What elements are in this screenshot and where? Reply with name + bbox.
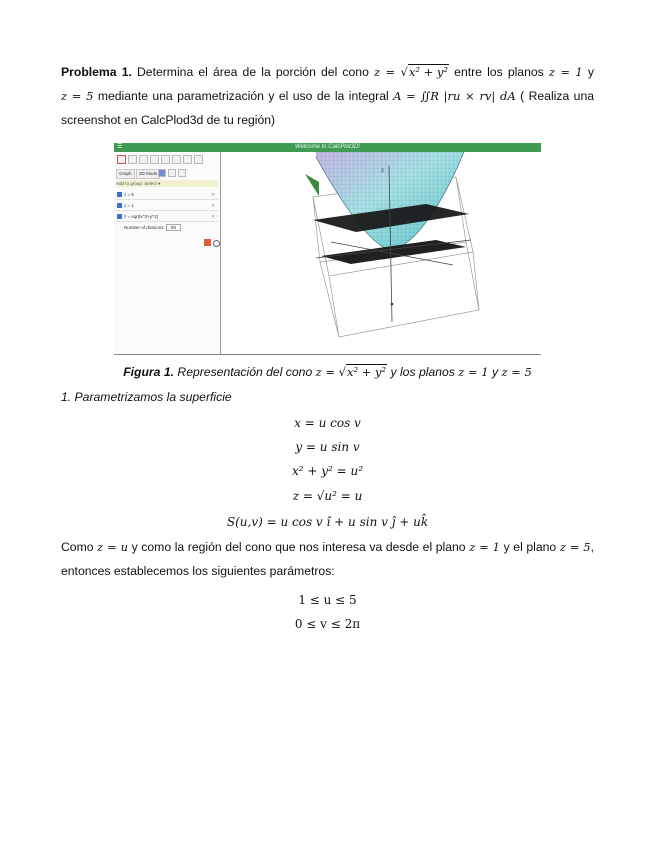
divider bbox=[114, 354, 541, 355]
object-row[interactable]: z = 5 ✕ bbox=[116, 190, 218, 200]
problem-title: Problema 1. bbox=[61, 65, 132, 79]
zoom-in-icon[interactable] bbox=[139, 155, 148, 164]
parameter-range-u: 1 ≤ u ≤ 5 bbox=[298, 593, 357, 607]
settings-icon[interactable] bbox=[183, 155, 192, 164]
zoom-out-icon[interactable] bbox=[150, 155, 159, 164]
grid-icon[interactable] bbox=[168, 169, 176, 177]
settings-gear-icon[interactable] bbox=[213, 240, 220, 247]
axis-tick bbox=[391, 303, 394, 306]
figure-label: Figura 1. bbox=[123, 365, 174, 379]
rotate-icon[interactable] bbox=[128, 155, 137, 164]
cone-surface bbox=[316, 152, 466, 250]
checkbox[interactable] bbox=[117, 203, 122, 208]
close-icon: ✕ bbox=[211, 192, 215, 197]
3d-plot[interactable] bbox=[221, 152, 541, 355]
box-icon[interactable] bbox=[178, 169, 186, 177]
home-icon[interactable] bbox=[117, 155, 126, 164]
step-1-heading: 1. Parametrizamos la superficie bbox=[61, 390, 232, 404]
view-icon[interactable] bbox=[158, 169, 166, 177]
menu-icon: ☰ bbox=[117, 144, 123, 150]
equation: S(u,v) = u cos v î + u sin v ĵ + uk̂ bbox=[226, 515, 429, 529]
objects-panel bbox=[114, 152, 221, 355]
group-select[interactable]: Add to group: Select ▾ bbox=[116, 180, 218, 187]
problem-statement: Problema 1. Determina el área de la porción del cono z = √x² + y² entre los planos z = 1 y z = 5 mediante una parametrización y el uso de la integral A = ∬R |ru × rv| dA ( Realiza una screenshot en CalcPlod3d de tu región) bbox=[61, 65, 595, 127]
parameter-paragraph: Como z = u y como la región del cono que nos interesa va desde el plano z = 1 y el plano z = 5, entonces establecemos los siguientes parámetros: bbox=[61, 540, 594, 578]
equation: z = √u² = u bbox=[292, 489, 363, 503]
divisions-row: Number of divisions: 50 bbox=[116, 223, 218, 232]
window-titlebar bbox=[114, 143, 541, 152]
fullscreen-icon[interactable] bbox=[194, 155, 203, 164]
close-icon: ✕ bbox=[211, 214, 215, 219]
zoom-icon[interactable] bbox=[161, 155, 170, 164]
window-title: Welcome to CalcPlot3D! bbox=[295, 144, 360, 150]
object-row[interactable]: z = 1 ✕ bbox=[116, 201, 218, 211]
checkbox[interactable] bbox=[117, 192, 122, 197]
equation: x = u cos v bbox=[294, 416, 361, 430]
close-icon: ✕ bbox=[211, 203, 215, 208]
pan-icon[interactable] bbox=[172, 155, 181, 164]
calcplot-screenshot bbox=[114, 143, 541, 355]
z-axis-label: z bbox=[381, 167, 385, 174]
equation: y = u sin v bbox=[295, 440, 360, 454]
equation: x² + y² = u² bbox=[291, 464, 364, 478]
tab-3d-mode[interactable]: 3D Mode bbox=[136, 169, 160, 179]
figure-caption: Figura 1. Representación del cono z = √x² + y² y los planos z = 1 y z = 5 bbox=[123, 365, 532, 379]
tab-graph[interactable]: Graph bbox=[116, 169, 135, 179]
cone-equation: z = √x² + y² bbox=[374, 65, 449, 79]
checkbox[interactable] bbox=[117, 214, 122, 219]
add-object-icon[interactable] bbox=[204, 239, 211, 246]
parameter-range-v: 0 ≤ v ≤ 2π bbox=[294, 617, 361, 631]
integral-formula: A = ∬R |ru × rv| dA bbox=[393, 89, 516, 103]
object-row[interactable]: z = sqrt(x^2+y^2) ✕ bbox=[116, 212, 218, 222]
green-surface-piece bbox=[305, 174, 319, 196]
